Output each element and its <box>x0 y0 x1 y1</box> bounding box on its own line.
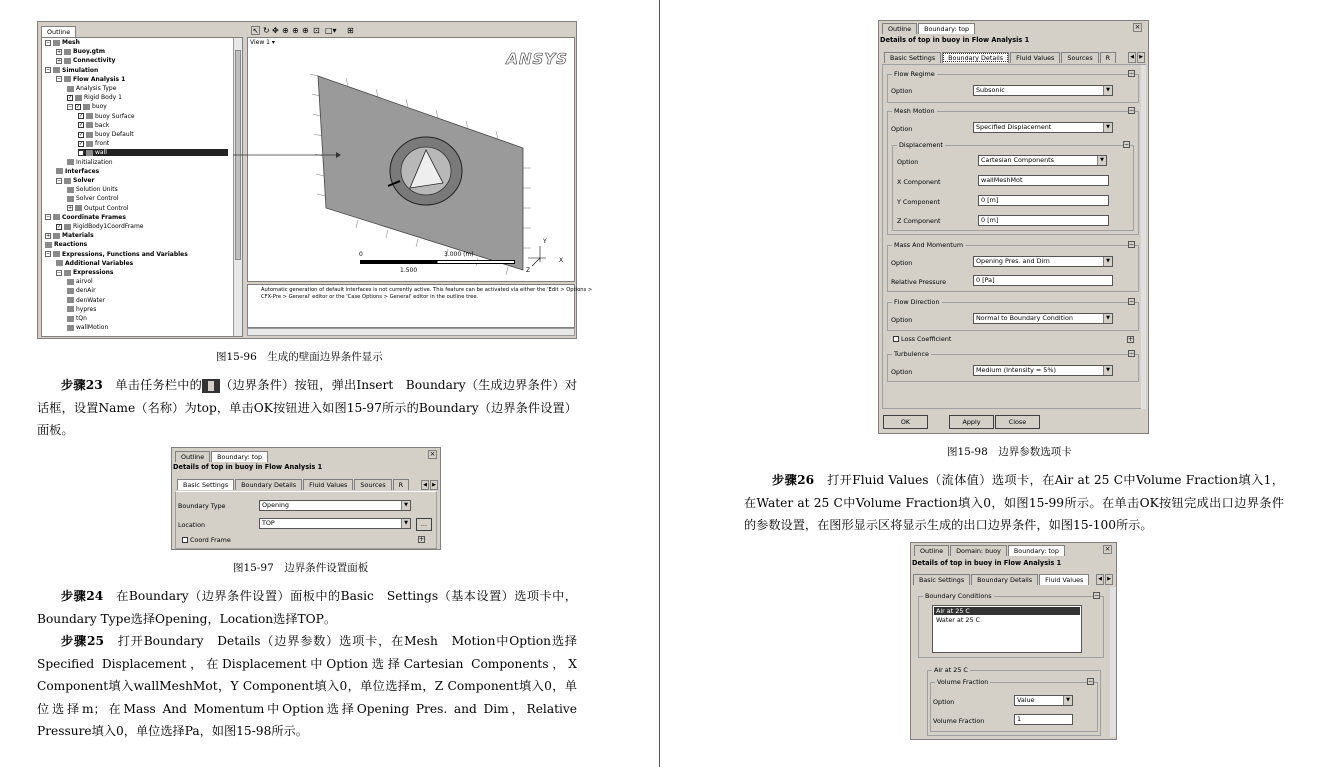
group-mesh-motion: Mesh Motion − <box>887 111 1139 235</box>
tree-node-icon <box>86 132 93 138</box>
tree-item-label: buoy Surface <box>95 112 135 120</box>
tree-item[interactable] <box>67 159 113 166</box>
graphics-viewer[interactable] <box>247 37 575 282</box>
expand-icon[interactable]: + <box>1128 336 1134 343</box>
tree-item[interactable] <box>67 287 96 294</box>
group-flow-regime: Flow Regime − <box>887 74 1139 103</box>
view-label[interactable]: View 1 ▾ <box>250 39 275 46</box>
message-area <box>247 284 593 328</box>
collapse-icon[interactable]: − <box>46 67 51 74</box>
scroll-thumb[interactable] <box>235 50 241 260</box>
tree-item-label: buoy <box>92 103 107 111</box>
viewer-toolbar <box>247 25 575 37</box>
tree-item-label: back <box>95 121 110 129</box>
tree-item-label: Materials <box>62 232 94 240</box>
chevron-down-icon: ▼ <box>401 519 410 528</box>
chevron-down-icon: ▼ <box>1103 314 1112 323</box>
tree-item[interactable] <box>45 39 80 46</box>
tree-node-icon <box>67 297 74 303</box>
tab-outline[interactable]: Outline <box>175 451 210 462</box>
collapse-icon[interactable]: − <box>1094 592 1100 599</box>
scale-0: 0 <box>359 251 363 258</box>
scale-max: 3.000 (m) <box>444 251 474 258</box>
caption-15-98: 图15-98 边界参数选项卡 <box>947 446 1072 458</box>
collapse-icon[interactable]: − <box>57 269 62 276</box>
tree-node-icon <box>75 95 82 101</box>
figure-15-97 <box>171 447 441 550</box>
collapse-icon[interactable]: − <box>46 251 51 258</box>
tab-sources[interactable]: Sources <box>1061 52 1098 63</box>
figure-15-99 <box>910 542 1117 740</box>
mass-momentum-select[interactable]: Opening Pres. and Dirn ▼ <box>973 256 1113 267</box>
tab-fluid-values[interactable]: Fluid Values <box>303 479 353 490</box>
tree-item[interactable] <box>67 205 128 212</box>
group-volume-fraction: Volume Fraction − <box>930 682 1098 732</box>
tab-boundary-top[interactable]: Boundary: top <box>1008 545 1065 556</box>
turbulence-option-label: Option <box>891 368 913 376</box>
toggle-icon[interactable]: ⊞ <box>347 26 354 35</box>
tab-fluid-values[interactable]: Fluid Values <box>1039 574 1089 585</box>
tree-item-label: Expressions <box>73 269 114 276</box>
tree-item-label: Reactions <box>54 241 88 249</box>
tree-node-icon <box>45 242 52 248</box>
tree-item-label: Solver Control <box>76 195 119 203</box>
tree-node-icon <box>86 150 93 156</box>
tree-item[interactable] <box>78 122 109 129</box>
flow-direction-select[interactable]: Normal to Boundary Condition ▼ <box>973 313 1113 324</box>
boundary-type-label: Boundary Type <box>178 502 226 510</box>
group-displacement: Displacement − <box>892 145 1134 231</box>
tree-item[interactable] <box>56 269 113 276</box>
tree-node-icon <box>75 205 82 211</box>
tree-item-label: Flow Analysis 1 <box>73 75 126 83</box>
tree-item[interactable] <box>45 241 87 248</box>
chevron-down-icon: ▼ <box>401 501 410 510</box>
tree-node-icon <box>86 113 93 119</box>
message-line-1: Automatic generation of default interfaces is not currently active. This feature can be activated via either the 'Edit > Options > <box>261 287 593 293</box>
tree-node-icon <box>86 141 93 147</box>
tree-node-icon <box>86 122 93 128</box>
tree-item[interactable] <box>45 251 188 258</box>
tree-item-label: Expressions, Functions and Variables <box>62 250 188 258</box>
tree-node-icon <box>67 325 74 331</box>
figure-15-98 <box>878 20 1149 434</box>
figure-15-96 <box>37 21 593 339</box>
displacement-select[interactable]: Cartesian Components ▼ <box>978 155 1107 166</box>
checkbox-icon[interactable]: ✓ <box>79 113 84 120</box>
z-component-input[interactable]: 0 [m] <box>978 215 1109 226</box>
collapse-icon[interactable]: − <box>1124 141 1130 148</box>
axis-z-label: Z <box>526 267 531 274</box>
tab-boundary-details[interactable]: Boundary Details <box>942 52 1009 63</box>
collapse-icon[interactable]: − <box>57 177 62 184</box>
tab-outline[interactable]: Outline <box>914 545 949 556</box>
tree-item[interactable] <box>67 186 118 193</box>
tab-scroll-right-icon[interactable]: ▶ <box>1137 52 1145 63</box>
tree-item-label: Output Control <box>84 204 129 212</box>
close-icon[interactable]: × <box>429 450 436 458</box>
tree-item[interactable] <box>67 306 96 313</box>
chevron-down-icon: ▼ <box>1103 257 1112 266</box>
message-line-2: CFX-Pre > General' editor or the 'Case Options > General' editor in the outline tree. <box>261 294 479 300</box>
tree-item-label: front <box>95 140 110 148</box>
group-turbulence: Turbulence − <box>887 354 1139 382</box>
tree-node-icon <box>67 196 74 202</box>
checkbox-icon[interactable]: ✓ <box>79 149 84 156</box>
pan-icon[interactable]: ✥ <box>272 26 279 35</box>
tree-item[interactable] <box>67 315 87 322</box>
flow-regime-option-label: Option <box>891 87 913 95</box>
expand-icon[interactable]: + <box>419 536 425 543</box>
collapse-icon[interactable]: − <box>46 214 51 221</box>
list-item-air[interactable]: Air at 25 C <box>934 607 1080 615</box>
tree-node-icon <box>67 279 74 285</box>
paragraph-step-25: 步骤25 打开Boundary Details（边界参数）选项卡，在Mesh Motion中Option选择Specified Displacement，在Displacement中Option选择Cartesian Components，X Component填入wallMeshMot，Y Component填入0，单位选择m，Z Component填入0，单位选择m；在Mass And Momentum中Option选择Opening Pres. and Dim，Relative Pressure填入0，单位选择Pa，如图15-98所示。 <box>37 634 577 738</box>
viewport-icon[interactable]: □▾ <box>325 26 337 35</box>
chevron-down-icon: ▼ <box>1103 86 1112 95</box>
coord-frame-checkbox[interactable]: Coord Frame <box>182 536 231 544</box>
tree-item[interactable] <box>45 67 98 74</box>
tree-node-icon <box>64 58 71 64</box>
tree-node-icon <box>64 49 71 55</box>
tree-node-icon <box>67 187 74 193</box>
close-icon[interactable]: × <box>1104 545 1111 553</box>
fluid-list[interactable] <box>932 605 1082 653</box>
flow-regime-select[interactable]: Subsonic ▼ <box>973 85 1113 96</box>
location-label: Location <box>178 521 206 529</box>
tab-basic-settings[interactable]: Basic Settings <box>884 52 941 63</box>
collapse-icon[interactable]: − <box>1129 350 1135 357</box>
tab-fluid-values[interactable]: Fluid Values <box>1010 52 1060 63</box>
tree-item-label: Simulation <box>62 66 99 74</box>
tree-item[interactable] <box>56 168 99 175</box>
tab-sources[interactable]: Sources <box>354 479 391 490</box>
tab-outline[interactable]: Outline <box>41 26 76 37</box>
panel-scrollbar[interactable] <box>1110 587 1116 737</box>
tree-item-label: airvol <box>76 278 93 286</box>
tree-item[interactable] <box>45 214 126 221</box>
paragraph-step-24: 步骤24 在Boundary（边界条件设置）面板中的Basic Settings（基本设置）选项卡中，Boundary Type选择Opening，Location选择TOP。 <box>37 589 577 626</box>
tree-node-icon <box>53 233 60 239</box>
tree-item-label: Analysis Type <box>76 85 117 92</box>
fit-view-icon[interactable]: ⊡ <box>313 26 320 35</box>
collapse-icon[interactable]: − <box>1129 107 1135 114</box>
x-component-input[interactable]: wallMeshMot <box>978 175 1109 186</box>
caption-15-96: 图15-96 生成的壁面边界条件显示 <box>216 351 383 363</box>
tab-basic-settings[interactable]: Basic Settings <box>177 479 234 490</box>
boundary-type-select[interactable]: Opening ▼ <box>259 500 411 511</box>
tab-scroll-left-icon[interactable]: ◀ <box>421 480 429 490</box>
tree-node-icon <box>53 214 60 220</box>
scale-bar <box>360 260 515 264</box>
tab-boundary-top[interactable]: Boundary: top <box>211 451 268 462</box>
tree-item-label: buoy Default <box>95 131 134 138</box>
outline-tree <box>41 37 243 337</box>
tree-node-icon <box>64 270 71 276</box>
tab-outline[interactable]: Outline <box>882 23 917 34</box>
chevron-down-icon: ▼ <box>1097 156 1106 165</box>
expand-icon[interactable]: + <box>68 205 73 212</box>
tree-item-label: Buoy.gtm <box>73 48 106 56</box>
rotate-icon[interactable]: ↻ <box>263 26 270 35</box>
scale-mid: 1.500 <box>400 267 418 274</box>
loss-coefficient-checkbox[interactable]: Loss Coefficient <box>893 335 951 343</box>
tree-item[interactable] <box>56 48 105 55</box>
details-title: Details of top in buoy in Flow Analysis 1 <box>173 463 323 471</box>
apply-button[interactable]: Apply <box>949 415 994 429</box>
tree-node-icon <box>83 104 90 110</box>
tree-node-icon <box>67 86 74 92</box>
tab-scroll-right-icon[interactable]: ▶ <box>430 480 438 490</box>
mesh-motion-select[interactable]: Specified Displacement ▼ <box>973 122 1113 133</box>
wall-geometry <box>248 38 575 282</box>
tree-item-label: wall <box>95 149 107 157</box>
tree-item-label: denAir <box>76 287 96 295</box>
volume-fraction-input[interactable]: 1 <box>1014 714 1073 725</box>
tree-item[interactable] <box>67 103 107 110</box>
tab-more[interactable]: R <box>1100 52 1116 63</box>
checkbox-icon[interactable]: ✓ <box>68 94 73 101</box>
ansys-logo: ANSYS <box>506 50 568 68</box>
expand-icon[interactable]: + <box>46 232 51 239</box>
tree-item[interactable] <box>67 324 108 331</box>
tree-item[interactable] <box>67 94 122 101</box>
collapse-icon[interactable]: − <box>1129 298 1135 305</box>
mass-option-label: Option <box>891 259 913 267</box>
vf-option-label: Option <box>933 698 955 706</box>
location-select[interactable]: TOP ▼ <box>259 518 411 529</box>
tree-item-label: Additional Variables <box>65 259 134 267</box>
tree-node-icon <box>53 40 60 46</box>
tab-scroll-left-icon[interactable]: ◀ <box>1128 52 1136 63</box>
checkbox-icon[interactable]: ✓ <box>76 103 81 110</box>
tab-domain-buoy[interactable]: Domain: buoy <box>950 545 1007 556</box>
checkbox-icon[interactable]: ✓ <box>79 131 84 138</box>
select-icon[interactable]: ↖ <box>252 27 259 35</box>
tree-node-icon <box>56 260 63 266</box>
group-mass-momentum: Mass And Momentum − <box>887 245 1139 292</box>
chevron-down-icon: ▼ <box>1103 366 1112 375</box>
tree-item[interactable] <box>56 57 115 64</box>
tree-node-icon <box>53 251 60 257</box>
axis-y-label: Y <box>543 238 547 245</box>
tree-item[interactable] <box>78 140 109 147</box>
tree-item[interactable] <box>78 149 228 156</box>
tree-item[interactable] <box>78 131 134 138</box>
tree-node-icon <box>56 168 63 174</box>
boundary-condition-icon <box>202 379 220 393</box>
expand-icon[interactable]: + <box>57 48 62 55</box>
relative-pressure-label: Relative Pressure <box>891 278 947 286</box>
close-icon[interactable]: × <box>1134 23 1141 31</box>
checkbox-icon[interactable]: ✓ <box>79 122 84 129</box>
tree-item-label: RigidBody1CoordFrame <box>73 223 144 230</box>
location-browse-button[interactable]: … <box>416 518 432 531</box>
y-component-label: Y Component <box>897 198 941 206</box>
tree-item-label: wallMotion <box>76 324 109 332</box>
close-button[interactable]: Close <box>995 415 1040 429</box>
tree-item-label: Solver <box>73 177 95 184</box>
ok-button[interactable]: OK <box>883 415 928 429</box>
collapse-icon[interactable]: − <box>46 39 51 46</box>
checkbox-icon[interactable]: ✓ <box>79 140 84 147</box>
zoom-icon[interactable]: ⊕ <box>282 26 289 35</box>
tree-node-icon <box>67 159 74 165</box>
chevron-down-icon: ▼ <box>1063 696 1072 705</box>
group-flow-direction: Flow Direction − <box>887 302 1139 331</box>
tree-item[interactable] <box>67 297 105 304</box>
tree-node-icon <box>67 288 74 294</box>
tree-item-label: Interfaces <box>65 167 100 175</box>
tree-item-label: denWater <box>76 296 106 304</box>
tree-item-label: tQn <box>76 315 87 322</box>
tab-boundary-details[interactable]: Boundary Details <box>971 574 1038 585</box>
axis-x-label: X <box>559 257 564 264</box>
tree-scrollbar[interactable] <box>233 38 242 336</box>
tree-node-icon <box>67 316 74 322</box>
tree-item-label: Initialization <box>76 158 113 166</box>
collapse-icon[interactable]: − <box>68 103 73 110</box>
chevron-down-icon: ▼ <box>1103 123 1112 132</box>
tree-item[interactable] <box>56 177 94 184</box>
tree-item-label: Mesh <box>62 39 80 46</box>
tab-boundary-top[interactable]: Boundary: top <box>918 23 975 34</box>
tab-basic-settings[interactable]: Basic Settings <box>913 574 970 585</box>
paragraph-step-23: 步骤23 单击任务栏中的 （边界条件）按钮，弹出Insert Boundary（生成边界条件）对话框，设置Name（名称）为top，单击OK按钮进入如图15-97所示的Boundary（边界条件设置）面板。 <box>37 378 578 437</box>
tree-item[interactable] <box>45 232 94 239</box>
tree-node-icon <box>64 178 71 184</box>
relative-pressure-input[interactable]: 0 [Pa] <box>973 275 1113 286</box>
zoom-box-icon[interactable]: ⊕ <box>292 26 299 35</box>
tree-item-label: Connectivity <box>73 57 116 65</box>
expand-icon[interactable]: + <box>57 57 62 64</box>
turbulence-select[interactable]: Medium (Intensity = 5%) ▼ <box>973 365 1113 376</box>
tab-more[interactable]: R <box>393 479 409 490</box>
tree-node-icon <box>67 306 74 312</box>
details-title: Details of top in buoy in Flow Analysis 1 <box>880 36 1030 44</box>
y-component-input[interactable]: 0 [m] <box>978 195 1109 206</box>
list-item-water[interactable]: Water at 25 C <box>936 616 981 624</box>
tree-item[interactable] <box>67 195 118 202</box>
displacement-option-label: Option <box>897 158 919 166</box>
tree-item-label: Rigid Body 1 <box>84 94 122 102</box>
page-divider <box>659 0 660 767</box>
tree-node-icon <box>64 76 71 82</box>
h-scrollbar[interactable] <box>247 328 575 336</box>
details-title: Details of top in buoy in Flow Analysis 1 <box>912 559 1062 567</box>
tree-item-label: Solution Units <box>76 186 118 194</box>
tree-node-icon <box>64 224 71 230</box>
panel-scrollbar[interactable] <box>1141 65 1146 409</box>
z-component-label: Z Component <box>897 217 941 225</box>
group-boundary-conditions: Boundary Conditions − <box>918 596 1104 658</box>
collapse-icon[interactable]: − <box>1129 70 1135 77</box>
tab-scroll-left-icon[interactable]: ◀ <box>1096 574 1104 585</box>
collapse-icon[interactable]: − <box>1129 241 1135 248</box>
vf-option-select[interactable]: Value ▼ <box>1014 695 1073 706</box>
tree-item[interactable] <box>56 76 125 83</box>
checkbox-icon[interactable]: ✓ <box>57 223 62 230</box>
x-component-label: X Component <box>897 178 941 186</box>
tree-item[interactable] <box>67 85 116 92</box>
tree-item-label: hypres <box>76 305 97 313</box>
tree-item[interactable] <box>56 260 133 267</box>
tab-boundary-details[interactable]: Boundary Details <box>235 479 302 490</box>
tree-item[interactable] <box>78 113 135 120</box>
tree-item[interactable] <box>56 223 143 230</box>
caption-15-97: 图15-97 边界条件设置面板 <box>233 562 369 574</box>
volume-fraction-label: Volume Fraction <box>933 717 985 725</box>
collapse-icon[interactable]: − <box>57 76 62 83</box>
tree-item-label: Coordinate Frames <box>62 213 126 221</box>
paragraph-step-26: 步骤26 打开Fluid Values（流体值）选项卡，在Air at 25 C中Volume Fraction填入1，在Water at 25 C中Volume Fraction填入0，如图15-99所示。在单击OK按钮完成出口边界条件的参数设置，在图形显示区将显示生成的出口边界条件，如图15-100所示。 <box>744 473 1284 532</box>
mesh-motion-option-label: Option <box>891 125 913 133</box>
tree-item[interactable] <box>67 278 93 285</box>
flow-direction-option-label: Option <box>891 316 913 324</box>
collapse-icon[interactable]: − <box>1088 678 1094 685</box>
tab-scroll-right-icon[interactable]: ▶ <box>1105 574 1113 585</box>
zoom-fit-icon[interactable]: ⊕ <box>302 26 309 35</box>
tree-node-icon <box>53 67 60 73</box>
group-air-at-25c: Air at 25 C <box>927 670 1101 736</box>
